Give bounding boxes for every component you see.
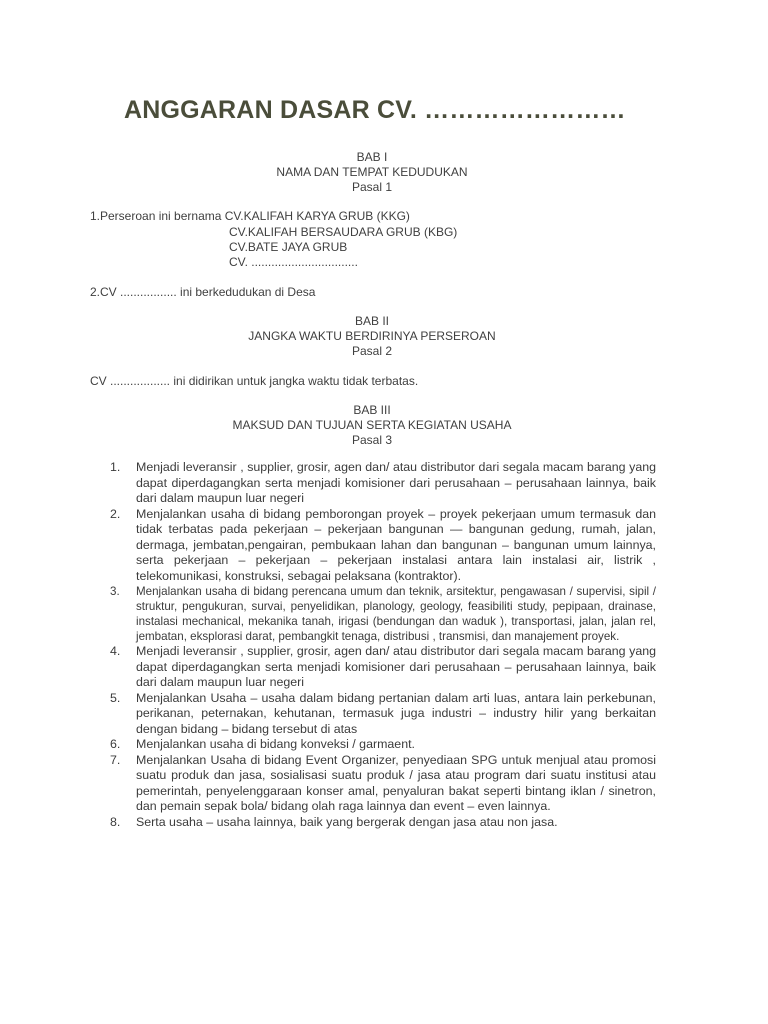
list-item-text: Menjalankan usaha di bidang perencana umum dan teknik, arsitektur, pengawasan / supervisi, sipil / struktur, pengukuran, survai, penyelidikan, planology, geology, feasibiliti study, pepipaan, drainase, instalasi mechanical, mekanika tanah, irigasi (bendungan dan waduk ), transportasi, jalan, jalan rel, jembatan, eksplorasi darat, pembangkit tenaga, distribusi , transmisi, dan manajement proyek. [136,585,656,644]
bab1-line-3: CV.BATE JAYA GRUB [229,240,348,254]
list-item [108,737,656,753]
list-item-text: Menjalankan Usaha di bidang Event Organizer, penyediaan SPG untuk menjual atau promosi suatu produk dan jasa, sosialisasi suatu produk / jasa atau program dari suatu institusi atau pemerintah, penyelenggaraan konser amal, penyaluran bakat seperti bintang iklan / sinetron, dan pemain sepak bola/ bidang olah raga lainnya dan event – even lainnya. [136,752,656,814]
list-item [108,691,656,738]
list-item-text: Menjalankan Usaha – usaha dalam bidang pertanian dalam arti luas, antara lain perkebunan, perikanan, peternakan, kehutanan, termasuk juga industri – industry hilir yang berkaitan dengan bidang – bidang tersebut di atas [136,690,656,736]
list-item-text: Menjadi leveransir , supplier, grosir, agen dan/ atau distributor dari segala macam barang yang dapat diperdagangkan serta menjadi komisioner dari perusahaan – perusahaan lainnya, baik dari dalam maupun luar negeri [136,460,656,505]
list-item [108,753,656,815]
list-item-text: Menjalankan usaha di bidang konveksi / garmaent. [136,737,415,752]
list-item-number: 4. [110,644,121,659]
list-item [108,460,656,507]
bab1-line-1: 1.Perseroan ini bernama CV.KALIFAH KARYA GRUB (KKG) [90,209,410,223]
bab1-label: BAB I [356,150,388,164]
bab2-text: CV .................. ini didirikan untuk jangka waktu tidak terbatas. [90,374,419,388]
list-item-text: Menjadi leveransir , supplier, grosir, agen dan/ atau distributor dari segala macam barang yang dapat diperdagangkan serta menjadi komisioner dari perusahaan – perusahaan lainnya, baik dari dalam maupun luar negeri [136,644,656,690]
bab1-heading: NAMA DAN TEMPAT KEDUDUKAN [276,165,468,179]
list-item [108,644,656,691]
list-item-text: Serta usaha – usaha lainnya, baik yang bergerak dengan jasa atau non jasa. [136,814,558,829]
bab2-label: BAB II [354,314,389,328]
bab2-pasal: Pasal 2 [351,344,393,358]
list-item-number: 6. [110,737,121,752]
bab1-line-5: 2.CV ................. ini berkedudukan di Desa [90,285,316,299]
bab3-heading: MAKSUD DAN TUJUAN SERTA KEGIATAN USAHA [232,418,512,432]
list-item-number: 2. [110,506,121,521]
list-item-number: 8. [110,814,121,829]
document-title: ANGGARAN DASAR CV. …………………… [124,96,626,124]
list-item [108,584,656,644]
list-item [108,815,656,831]
list-item-text: Menjalankan usaha di bidang pemborongan proyek – proyek pekerjaan umum termasuk dan tidak terbatas pada pekerjaan – pekerjaan bangunan — bangunan gedung, rumah, jalan, dermaga, jembatan,pengairan, pembukaan lahan dan bangunan – bangunan umum lainnya, serta pekerjaan – pekerjaan – pekerjaan instalasi antara lain instalasi air, listrik , telekomunikasi, konstruksi, sebagai pelaksana (kontraktor). [136,506,656,583]
bab1-pasal: Pasal 1 [351,180,393,194]
list-item [108,507,656,585]
bab3-pasal: Pasal 3 [351,433,393,447]
list-item-number: 1. [110,460,121,474]
list-item-number: 3. [110,585,120,598]
bab3-label: BAB III [353,403,391,417]
business-purpose-list [108,460,656,830]
bab1-line-4: CV. ................................ [229,255,358,269]
bab2-heading: JANGKA WAKTU BERDIRINYA PERSEROAN [248,329,496,343]
list-item-number: 5. [110,690,121,705]
bab1-line-2: CV.KALIFAH BERSAUDARA GRUB (KBG) [229,225,458,239]
list-item-number: 7. [110,752,121,767]
